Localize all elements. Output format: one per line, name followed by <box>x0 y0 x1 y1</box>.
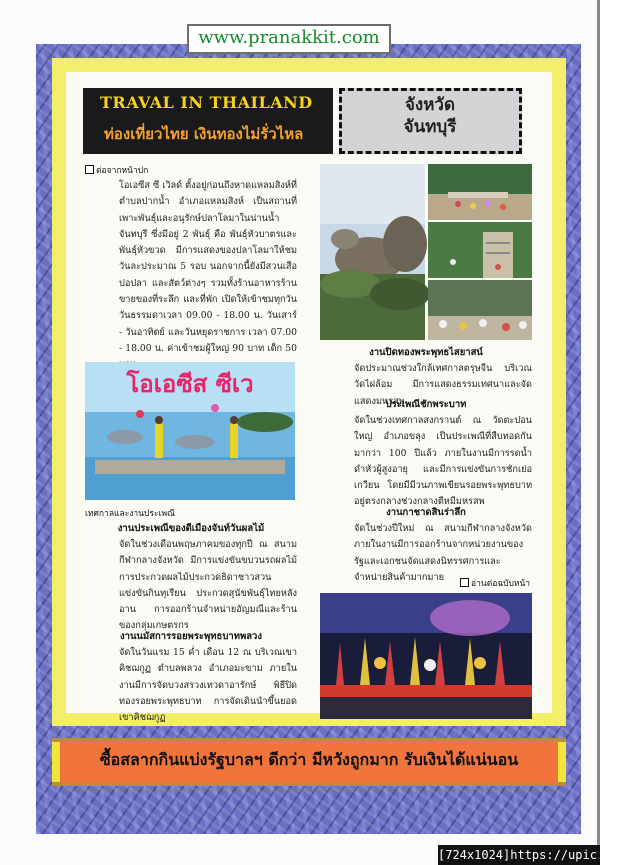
province-line-1: จังหวัด <box>404 95 456 115</box>
site-url[interactable]: www.pranakkit.com <box>187 24 391 54</box>
continued-from-label <box>85 163 148 177</box>
continued-next-text: อ่านต่อฉบับหน้า <box>471 579 531 589</box>
rope-paragraph <box>320 413 532 511</box>
header-title: TRAVAL IN THAILAND <box>100 93 313 112</box>
province-line-2: จันทบุรี <box>403 117 457 137</box>
square-bullet-icon <box>460 578 469 587</box>
continued-from-text: ต่อจากหน้าปก <box>96 166 149 176</box>
stage-performance-photo <box>320 593 532 719</box>
red-cross-text: จัดในช่วงปีใหม่ ณ สนามกีฬากลางจังหวัด ภายในงานมีการออกร้านจากหน่วยงานของรัฐและเอกชนจัดแสดงนิทรรศการและจำหน่ายสินค้ามากมาย <box>354 523 532 583</box>
square-bullet-icon <box>85 165 94 174</box>
footprint-paragraph <box>85 645 297 726</box>
province-name <box>360 94 500 138</box>
fruit-fair-text: จัดในช่วงเดือนพฤษภาคมของทุกปี ณ สนามกีฬากลางจังหวัด มีการแข่งขันขบวนรถผลไม้ การประกวดผลไม้ประกวดธิดาชาวสวน แข่งขันกินทุเรียน ประกวดสุนัขพันธุ์ไทยหลังอาน การออกร้านจำหน่ายอัญมณีและร้านของกลุ่มเกษตรกร <box>119 539 297 632</box>
fruit-fair-paragraph <box>85 537 297 635</box>
temple-stairs-photo <box>428 222 532 278</box>
footer-tag[interactable]: [724x1024]https://upic.me/ <box>438 845 600 865</box>
oasis-dolphin-photo <box>85 362 295 500</box>
rope-heading: ประเพณีชักพระบาท <box>385 399 467 410</box>
festival-crowd-photo <box>428 280 532 340</box>
rock-landscape-photo <box>320 164 425 340</box>
festivals-label: เทศกาลและงานประเพณี <box>85 509 175 519</box>
oasis-text: โอเอซีส ซี เวิลด์ ตั้งอยู่ก่อนถึงหาดแหลมสิงห์ที่ตำบลปากน้ำ อำเภอแหลมสิงห์ เป็นสถานที่เพาะพันธุ์และอนุรักษ์ปลาโลมาในน่านน้ำ จันทบุรี ซึ่งมีอยู่ 2 พันธุ์ คือ พันธุ์หัวบาตรและพันธุ์หัวขวด มีการแสดงของปลาโลมาให้ชมวันละประมาณ 5 รอบ นอกจากนี้ยังมีสวนเสือ ปอปลา และสัตว์ต่างๆ รวมทั้งร้านอาหารร้านขายของที่ระลึก และที่พัก เปิดให้เข้าชมทุกวัน วันธรรมดาเวลา 09.00 - 18.00 น. วันเสาร์ - วันอาทิตย์ และวันหยุดราชการ เวลา 07.00 - 18.00 น. ค่าเข้าชมผู้ใหญ่ 90 บาท เด็ก 50 <box>119 180 297 354</box>
footprint-heading: งานนมัสการรอยพระพุทธบาทพลวง <box>119 631 263 642</box>
forest-crowd-photo <box>428 164 532 220</box>
bottom-banner-text: ซื้อสลากกินแบ่งรัฐบาลฯ ดีกว่า มีหวังถูกมาก รับเงินได้แน่นอน <box>99 750 519 769</box>
continued-next-label <box>460 576 530 590</box>
oasis-sign: โอเอซีส ซีเว <box>126 370 254 398</box>
footprint-text: จัดในวันแรม 15 ค่ำ เดือน 12 ณ บริเวณเขาคิชฌกูฏ ตำบลพลวง อำเภอมะขาม ภายในงานมีการจัดบวงสรวงเทวดาอารักษ์ พิธีปิดทองรอยพระพุทธบาท การจัดเดินนำขึ้นยอดเขาคิชฌกูฏ <box>119 647 297 724</box>
red-cross-heading: งานกาชาดสินร่าลึก <box>386 507 466 518</box>
header-subtitle: ท่องเที่ยวไทย เงินทองไม่รั่วไหล <box>104 125 304 143</box>
fruit-fair-heading: งานประเพณีของดีเมืองจันท์วันผลไม้ <box>117 523 265 534</box>
buddha-festival-heading: งานปิดทองพระพุทธไสยาสน์ <box>369 347 483 358</box>
oasis-paragraph <box>85 178 297 358</box>
buddha-festival-text: จัดประมาณช่วงใกล้เทศกาลตรุษจีน บริเวณวัดไผ่ล้อม มีการแสดงธรรมเทศนาและจัดแสดงมหรสพ <box>354 363 532 407</box>
rope-text: จัดในช่วงเทศกาลสงกรานต์ ณ วัดตะปอนใหญ่ อำเภอขลุง เป็นประเพณีที่สืบทอดกันมากว่า 100 ปีแล้ว ภายในงานมีการรดน้ำดำหัวผู้สูงอายุ และมีการแข่งขันการชักเย่อเกวียน โดยมีมีวนภาพเขียนรอยพระพุทธบาทอยู่ตรงกลางช่วงกลางตีหมีมหรสพ <box>354 415 532 508</box>
page-edge <box>597 0 600 865</box>
